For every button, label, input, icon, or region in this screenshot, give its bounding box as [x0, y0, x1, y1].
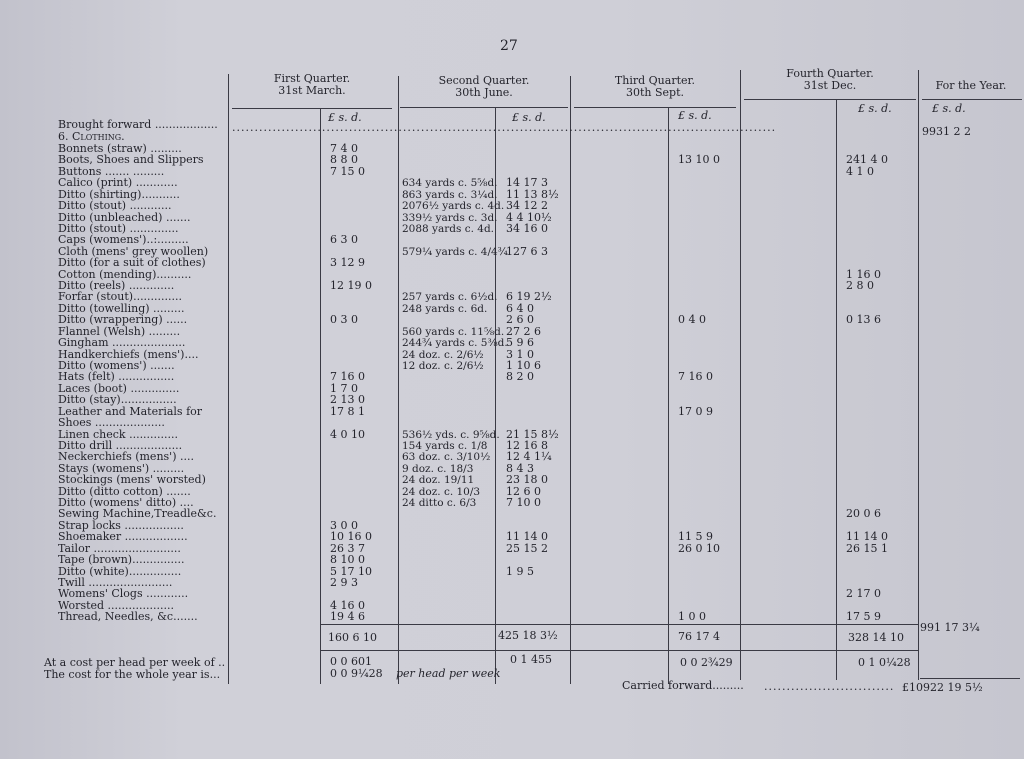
row-label: Tape (brown)............... [58, 553, 185, 566]
row-label: Forfar (stout).............. [58, 290, 183, 303]
row-label: Womens' Clogs ............ [58, 587, 189, 600]
carried-forward-total: £10922 19 5½ [902, 681, 983, 694]
row-q1-amount: 4 0 10 [330, 428, 365, 441]
row-q3-amount: 7 16 0 [678, 370, 713, 383]
row-label: Cloth (mens' grey woollen) [58, 245, 209, 258]
row-q1-amount: 7 4 0 [330, 142, 358, 155]
row-q1-amount: 2 9 3 [330, 576, 358, 589]
whole-year-q1: 0 0 9¼28 [330, 667, 383, 680]
row-q2-description: 579¼ yards c. 4/4¾ [402, 246, 508, 258]
rule-v2 [320, 108, 321, 684]
row-q2-description: 24 doz. c. 2/6½ [402, 349, 484, 361]
lsd-q1: £ s. d. [328, 111, 362, 124]
row-q4-amount: 241 4 0 [846, 153, 888, 166]
row-q1-amount: 17 8 1 [330, 405, 365, 418]
carried-dots: ............................. [764, 680, 895, 693]
row-q4-amount: 26 15 1 [846, 542, 888, 555]
lsd-q2: £ s. d. [512, 111, 546, 124]
row-q2-amount: 21 15 8½ [506, 428, 559, 441]
row-label: Ditto (ditto cotton) ....... [58, 485, 191, 498]
row-q1-amount: 3 12 9 [330, 256, 365, 269]
per-head-q1: 0 0 601 [330, 655, 372, 668]
rule-h-totals [320, 624, 918, 625]
row-q2-amount: 25 15 2 [506, 542, 548, 555]
row-label: Ditto (wrappering) ...... [58, 313, 188, 326]
header-q2-title: Second Quarter. [438, 74, 530, 87]
row-q1-amount: 0 3 0 [330, 313, 358, 326]
row-q4-amount: 4 1 0 [846, 165, 874, 178]
rule-h-q3 [574, 107, 736, 108]
row-q1-amount: 3 0 0 [330, 519, 358, 532]
row-q2-amount: 5 9 6 [506, 336, 534, 349]
row-label: Leather and Materials for [58, 405, 203, 418]
row-label: Boots, Shoes and Slippers [58, 153, 204, 166]
total-q4: 328 14 10 [848, 631, 904, 644]
row-q2-description: 248 yards c. 6d. [402, 303, 488, 315]
per-head-q4: 0 1 0¼28 [858, 656, 911, 669]
row-label: Shoemaker .................. [58, 530, 188, 543]
row-label: Linen check .............. [58, 428, 179, 441]
row-label: Hats (felt) ................ [58, 370, 175, 383]
row-label: Ditto (stout) .............. [58, 222, 179, 235]
row-q2-description: 339½ yards c. 3d. [402, 212, 498, 224]
rule-v3 [398, 76, 399, 684]
row-label: Stays (womens') ......... [58, 462, 185, 475]
row-q2-amount: 14 17 3 [506, 176, 548, 189]
lsd-q4: £ s. d. [858, 102, 892, 115]
row-q1-amount: 1 7 0 [330, 382, 358, 395]
header-q3-title: Third Quarter. [614, 74, 696, 87]
row-q4-amount: 17 5 9 [846, 610, 881, 623]
row-label: Ditto (unbleached) ....... [58, 211, 191, 224]
row-q2-amount: 4 4 10½ [506, 211, 552, 224]
row-label: Cotton (mending).......... [58, 268, 192, 281]
header-q2 [398, 75, 570, 99]
row-label: Buttons ....... ......... [58, 165, 165, 178]
header-q1-title: First Quarter. [273, 72, 351, 85]
row-q1-amount: 12 19 0 [330, 279, 372, 292]
header-q3 [572, 75, 738, 99]
row-q2-amount: 11 13 8½ [506, 188, 559, 201]
row-label: Gingham ..................... [58, 336, 186, 349]
total-year: 991 17 3¼ [920, 621, 980, 634]
row-label: Twill ........................ [58, 576, 173, 589]
row-q2-description: 12 doz. c. 2/6½ [402, 360, 484, 372]
whole-year-label: The cost for the whole year is... [44, 668, 221, 681]
row-q2-description: 154 yards c. 1/8 [402, 440, 488, 452]
rule-v7 [740, 70, 741, 680]
row-q2-description: 634 yards c. 5⅝d. [402, 177, 498, 189]
rule-h-year [922, 99, 1022, 100]
row-q2-amount: 34 16 0 [506, 222, 548, 235]
rule-h-carried [920, 678, 1020, 679]
row-q2-description: 2076½ yards c. 4d. [402, 200, 505, 212]
header-q4 [742, 68, 918, 92]
row-label: Laces (boot) .............. [58, 382, 180, 395]
row-q2-amount: 127 6 3 [506, 245, 548, 258]
row-label: Ditto (stout) ............ [58, 199, 172, 212]
header-q4-title: Fourth Quarter. [786, 67, 874, 80]
row-q2-amount: 7 10 0 [506, 496, 541, 509]
row-label: Ditto (stay)................ [58, 393, 177, 406]
row-label: Handkerchiefs (mens').... [58, 348, 199, 361]
row-q2-amount: 12 16 8 [506, 439, 548, 452]
rule-h-q1 [232, 108, 392, 109]
row-q2-description: 63 doz. c. 3/10½ [402, 451, 491, 463]
row-q1-amount: 8 10 0 [330, 553, 365, 566]
row-q4-amount: 11 14 0 [846, 530, 888, 543]
row-q3-amount: 0 4 0 [678, 313, 706, 326]
row-q1-amount: 7 16 0 [330, 370, 365, 383]
row-q3-amount: 17 0 9 [678, 405, 713, 418]
row-q1-amount: 2 13 0 [330, 393, 365, 406]
row-q2-description: 9 doz. c. 18/3 [402, 463, 474, 475]
dot-leader: ......................................................................................................................... [232, 121, 777, 134]
row-label: Stockings (mens' worsted) [58, 473, 206, 486]
row-q2-amount: 12 4 1¼ [506, 450, 552, 463]
carried-forward-label: Carried forward......... [622, 679, 744, 692]
header-q1-date: 31st March. [278, 84, 346, 97]
row-q2-amount: 8 2 0 [506, 370, 534, 383]
row-label: Shoes .................... [58, 416, 165, 429]
row-q4-amount: 1 16 0 [846, 268, 881, 281]
total-q2: 425 18 3½ [498, 629, 558, 642]
row-label: Tailor ......................... [58, 542, 181, 555]
row-label: Ditto (for a suit of clothes) [58, 256, 206, 269]
header-year: For the Year. [935, 79, 1007, 92]
row-q3-amount: 11 5 9 [678, 530, 713, 543]
row-q2-amount: 23 18 0 [506, 473, 548, 486]
header-q1 [228, 73, 396, 97]
rule-v6 [668, 108, 669, 684]
row-q2-amount: 2 6 0 [506, 313, 534, 326]
row-q2-description: 24 doz. 19/11 [402, 474, 475, 486]
per-head-q3: 0 0 2¾29 [680, 656, 733, 669]
rule-v8 [836, 100, 837, 680]
section-heading: 6. Clothing. [58, 130, 125, 143]
header-q4-date: 31st Dec. [803, 79, 857, 92]
row-label: Ditto drill ................... [58, 439, 183, 452]
row-q1-amount: 10 16 0 [330, 530, 372, 543]
row-label: Ditto (womens' ditto) .... [58, 496, 194, 509]
row-label: Neckerchiefs (mens') .... [58, 450, 194, 463]
row-q3-amount: 13 10 0 [678, 153, 720, 166]
row-q1-amount: 6 3 0 [330, 233, 358, 246]
row-label: Flannel (Welsh) ......... [58, 325, 181, 338]
rule-h-q2 [400, 107, 568, 108]
page-number: 27 [500, 38, 518, 54]
row-label: Bonnets (straw) ......... [58, 142, 182, 155]
total-q3: 76 17 4 [678, 630, 720, 643]
row-q2-description: 560 yards c. 11⅝d. [402, 326, 505, 338]
row-q4-amount: 2 17 0 [846, 587, 881, 600]
row-q1-amount: 7 15 0 [330, 165, 365, 178]
row-q2-amount: 6 4 0 [506, 302, 534, 315]
row-label: Ditto (white)............... [58, 565, 182, 578]
row-label: Worsted ................... [58, 599, 174, 612]
row-q2-amount: 12 6 0 [506, 485, 541, 498]
row-q3-amount: 1 0 0 [678, 610, 706, 623]
header-q3-date: 30th Sept. [625, 86, 684, 99]
row-label: Ditto (reels) ............. [58, 279, 175, 292]
row-q2-description: 863 yards c. 3¼d. [402, 189, 498, 201]
lsd-q3: £ s. d. [678, 109, 712, 122]
row-q1-amount: 5 17 10 [330, 565, 372, 578]
row-q4-amount: 0 13 6 [846, 313, 881, 326]
row-q2-amount: 1 9 5 [506, 565, 534, 578]
row-q1-amount: 26 3 7 [330, 542, 365, 555]
row-label: Thread, Needles, &c....... [58, 610, 198, 623]
row-q2-description: 24 ditto c. 6/3 [402, 497, 477, 509]
row-label: Strap locks ................. [58, 519, 184, 532]
row-label: Caps (womens')..:......... [58, 233, 189, 246]
rule-v9 [918, 70, 919, 680]
total-q1: 160 6 10 [328, 631, 377, 644]
per-head-per-week: per head per week [396, 667, 501, 680]
row-q2-amount: 34 12 2 [506, 199, 548, 212]
row-q2-description: 244¾ yards c. 5⅜d. [402, 337, 508, 349]
row-q4-amount: 2 8 0 [846, 279, 874, 292]
brought-forward-label: Brought forward .................. [58, 118, 218, 131]
row-label: Sewing Machine,Treadle&c. [58, 507, 217, 520]
row-q3-amount: 26 0 10 [678, 542, 720, 555]
row-q2-amount: 11 14 0 [506, 530, 548, 543]
row-q2-amount: 8 4 3 [506, 462, 534, 475]
row-q1-amount: 8 8 0 [330, 153, 358, 166]
row-q2-amount: 27 2 6 [506, 325, 541, 338]
rule-h-perhead [320, 650, 918, 651]
rule-h-q4 [744, 99, 916, 100]
row-q2-amount: 3 1 0 [506, 348, 534, 361]
row-q2-amount: 1 10 6 [506, 359, 541, 372]
row-q2-description: 257 yards c. 6½d. [402, 291, 498, 303]
rule-v5 [570, 76, 571, 684]
row-label: Ditto (towelling) ......... [58, 302, 185, 315]
per-head-label: At a cost per head per week of .. [44, 656, 226, 669]
rule-v1 [228, 74, 229, 684]
per-head-q2: 0 1 455 [510, 653, 552, 666]
row-q2-description: 536½ yds. c. 9⅝d. [402, 429, 500, 441]
header-q2-date: 30th June. [455, 86, 513, 99]
row-q1-amount: 19 4 6 [330, 610, 365, 623]
row-q2-amount: 6 19 2½ [506, 290, 552, 303]
row-q4-amount: 20 0 6 [846, 507, 881, 520]
row-label: Calico (print) ............ [58, 176, 178, 189]
row-q2-description: 2088 yards c. 4d. [402, 223, 495, 235]
row-q1-amount: 4 16 0 [330, 599, 365, 612]
row-label: Ditto (womens') ....... [58, 359, 175, 372]
lsd-year: £ s. d. [932, 102, 966, 115]
row-q2-description: 24 doz. c. 10/3 [402, 486, 481, 498]
row-label: Ditto (shirting)........... [58, 188, 180, 201]
brought-forward-year: 9931 2 2 [922, 125, 971, 138]
